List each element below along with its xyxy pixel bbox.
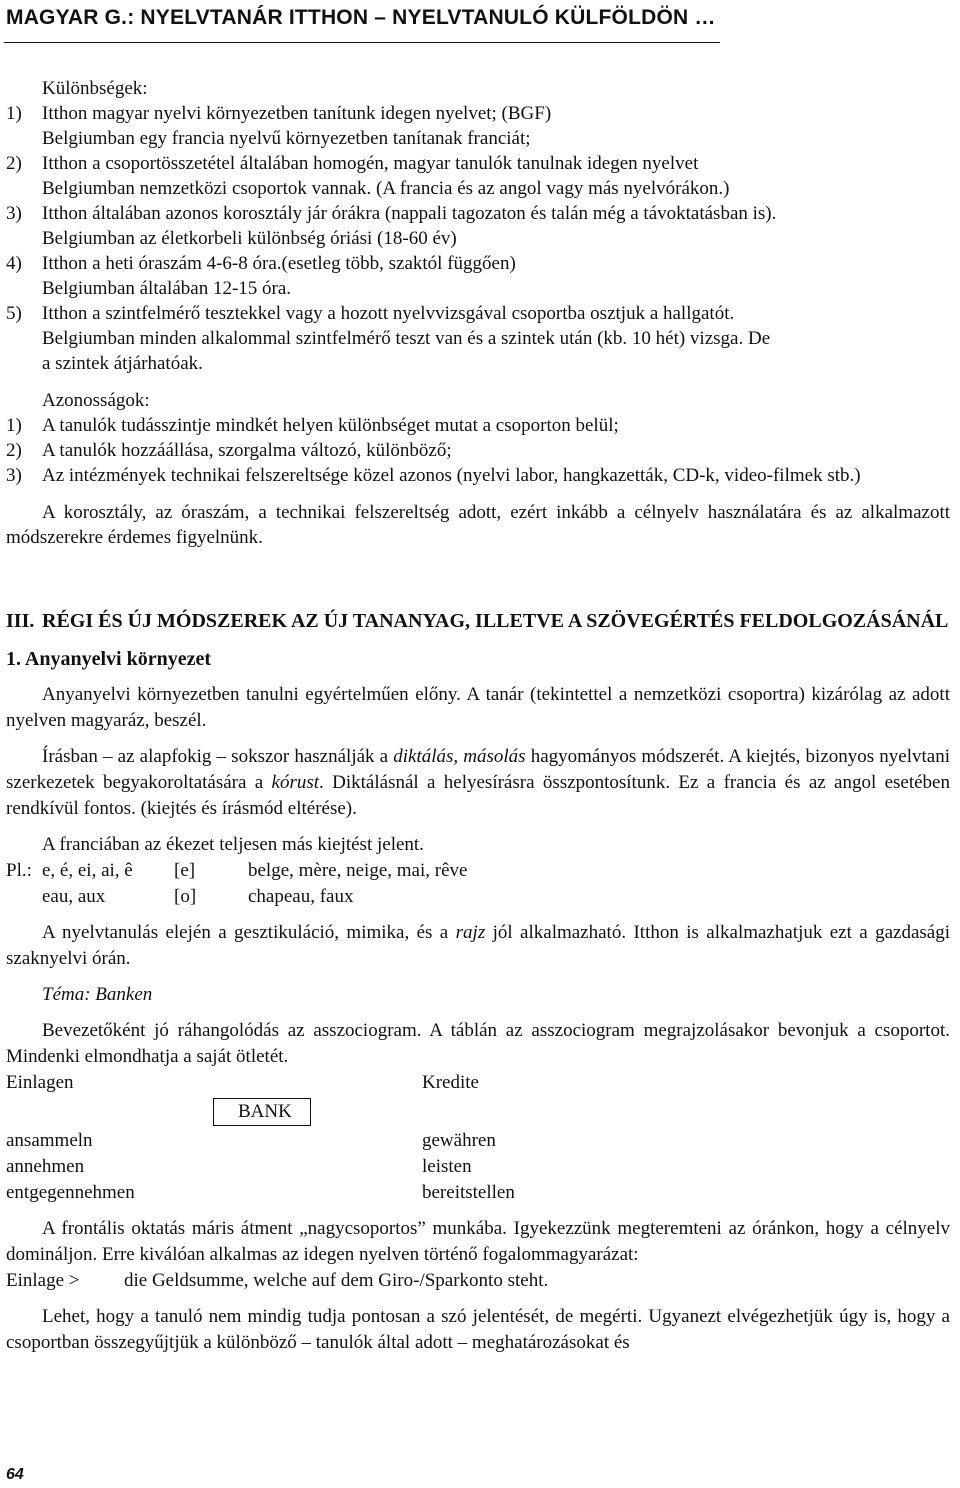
example-sound: [o]	[174, 886, 197, 907]
page-number: 64	[6, 1466, 24, 1483]
table-row	[6, 1070, 479, 1096]
italic-term: kórust	[271, 772, 320, 793]
list-item	[6, 101, 950, 126]
italic-term: diktálás, másolás	[393, 746, 526, 767]
list-line: Itthon magyar nyelvi környezetben tanítunk idegen nyelvet; (BGF)	[42, 103, 552, 124]
list-line: Belgiumban nemzetközi csoportok vannak. (A francia és az angol vagy más nyelvórákon.)	[42, 178, 730, 199]
assoc-left-word: ansammeln	[6, 1130, 93, 1151]
list-item	[6, 438, 950, 463]
list-item	[6, 301, 950, 326]
list-item	[6, 151, 950, 176]
list-number: 2)	[6, 153, 22, 174]
paragraph	[6, 744, 950, 822]
paragraph: Bevezetőként jó ráhangolódás az asszociogram. A táblán az asszociogram megrajzolásakor bevonjuk a csoportot. Mindenki elmondhatja a saját ötletét.	[6, 1020, 950, 1067]
example-prefix: Pl.:	[6, 860, 32, 881]
subsection-title: 1. Anyanyelvi környezet	[6, 648, 211, 670]
section-title	[6, 608, 950, 634]
list-item	[6, 201, 950, 226]
section-number: III.	[6, 610, 35, 632]
list-number: 3)	[6, 465, 22, 486]
association-headers	[6, 1070, 479, 1096]
list-number: 5)	[6, 303, 22, 324]
bank-box: BANK	[213, 1098, 311, 1126]
list-text: Az intézmények technikai felszereltsége közel azonos (nyelvi labor, hangkazetták, CD-k, video-filmek stb.)	[42, 465, 861, 486]
assoc-right-word: gewähren	[422, 1130, 496, 1151]
list-line: Belgiumban egy francia nyelvű környezetben tanítanak franciát;	[42, 128, 531, 149]
table-row	[6, 1180, 515, 1206]
list-line: Belgiumban általában 12-15 óra.	[42, 278, 292, 299]
italic-term: rajz	[455, 922, 486, 943]
list-item	[6, 413, 950, 438]
paragraph: A franciában az ékezet teljesen más kiejtést jelent.	[42, 834, 424, 855]
table-row	[6, 1154, 515, 1180]
example-words: chapeau, faux	[248, 886, 354, 907]
list-line: Belgiumban az életkorbeli különbség óriási (18-60 év)	[42, 228, 457, 249]
assoc-right-word: leisten	[422, 1156, 472, 1177]
list-number: 4)	[6, 253, 22, 274]
paragraph-text: hagyományos módszerét. A kiejtés, bizonyos nyelvtani szerkezetek begyakoroltatására a	[6, 746, 951, 793]
page-header-title: MAGYAR G.: NYELVTANÁR ITTHON – NYELVTANULÓ KÜLFÖLDÖN …	[6, 6, 716, 29]
list-item	[6, 463, 950, 488]
list-number: 2)	[6, 440, 22, 461]
paragraph-text: . Diktálásnál a helyesírásra összpontosítunk. Ez a francia és az angol esetében rendkívül fontos. (kiejtés és írásmód eltérése).	[6, 772, 950, 819]
paragraph-text: A nyelvtanulás elején a gesztikuláció, mimika, és a	[42, 922, 456, 943]
paragraph-text: jól alkalmazható. Itthon is alkalmazhatjuk ezt a gazdasági szaknyelvi órán.	[6, 922, 950, 969]
table-row	[6, 1268, 548, 1294]
paragraph	[6, 920, 950, 972]
list-line: Itthon a heti óraszám 4-6-8 óra.(esetleg több, szaktól függően)	[42, 253, 516, 274]
paragraph: Lehet, hogy a tanuló nem mindig tudja pontosan a szó jelentését, de megérti. Ugyanezt elvégezhetjük úgy is, hogy a csoportban összegyűjtjük a különböző – tanulók által adott – meghatározásokat és	[6, 1306, 950, 1353]
assoc-left-word: entgegennehmen	[6, 1182, 135, 1203]
section-3	[6, 608, 950, 1356]
paragraph: A frontális oktatás máris átment „nagycsoportos” munkába. Igyekezzünk megteremteni az óránkon, hogy a célnyelv domináljon. Erre kiválóan alkalmas az idegen nyelven történő fogalommagyarázat:	[6, 1218, 950, 1265]
list-text: A tanulók tudásszintje mindkét helyen különbséget mutat a csoporton belül;	[42, 415, 619, 436]
list-line: Belgiumban minden alkalommal szintfelmérő teszt van és a szintek után (kb. 10 hét) vizsga. De	[42, 328, 771, 349]
association-words	[6, 1128, 515, 1206]
section-title-text: RÉGI ÉS ÚJ MÓDSZEREK AZ ÚJ TANANYAG, ILLETVE A SZÖVEGÉRTÉS FELDOLGOZÁSÁNÁL	[42, 610, 949, 632]
assoc-left-header: Einlagen	[6, 1072, 74, 1093]
similarities-heading: Azonosságok:	[42, 390, 150, 411]
assoc-left-word: annehmen	[6, 1156, 85, 1177]
definition-row	[6, 1268, 548, 1294]
list-number: 1)	[6, 415, 22, 436]
list-number: 3)	[6, 203, 22, 224]
example-words: belge, mère, neige, mai, rêve	[248, 860, 468, 881]
paragraph: Anyanyelvi környezetben tanulni egyértelműen előny. A tanár (tekintettel a nemzetközi csoportra) kizárólag az adott nyelven magyaráz, beszél.	[6, 684, 950, 731]
list-text: A tanulók hozzáállása, szorgalma változó, különböző;	[42, 440, 452, 461]
definition-term: Einlage >	[6, 1270, 80, 1291]
list-item	[6, 251, 950, 276]
differences-section	[6, 76, 950, 550]
assoc-right-header: Kredite	[422, 1072, 479, 1093]
assoc-right-word: bereitstellen	[422, 1182, 515, 1203]
conclusion-paragraph: A korosztály, az óraszám, a technikai felszereltség adott, ezért inkább a célnyelv használatára és az alkalmazott módszerekre érdemes figyelnünk.	[6, 502, 950, 548]
differences-heading: Különbségek:	[42, 78, 148, 99]
list-line: Itthon általában azonos korosztály jár órákra (nappali tagozaton és talán még a távoktatásban is).	[42, 203, 777, 224]
definition-text: die Geldsumme, welche auf dem Giro-/Sparkonto steht.	[124, 1270, 549, 1291]
list-line: a szintek átjárhatóak.	[42, 353, 203, 374]
list-number: 1)	[6, 103, 22, 124]
example-sound: [e]	[174, 860, 196, 881]
example-letters: e, é, ei, ai, ê	[42, 860, 133, 881]
example-table	[6, 858, 467, 910]
assoc-center-row	[6, 1098, 950, 1126]
table-row	[6, 884, 467, 910]
paragraph-text: Írásban – az alapfokig – sokszor használják a	[42, 746, 394, 767]
list-line: Itthon a szintfelmérő tesztekkel vagy a hozott nyelvvizsgával csoportba osztjuk a hallgatót.	[42, 303, 735, 324]
example-letters: eau, aux	[42, 886, 106, 907]
table-row	[6, 858, 467, 884]
table-row	[6, 1128, 515, 1154]
header-rule	[4, 42, 720, 43]
list-line: Itthon a csoportösszetétel általában homogén, magyar tanulók tanulnak idegen nyelvet	[42, 153, 699, 174]
theme-label: Téma: Banken	[42, 984, 153, 1005]
